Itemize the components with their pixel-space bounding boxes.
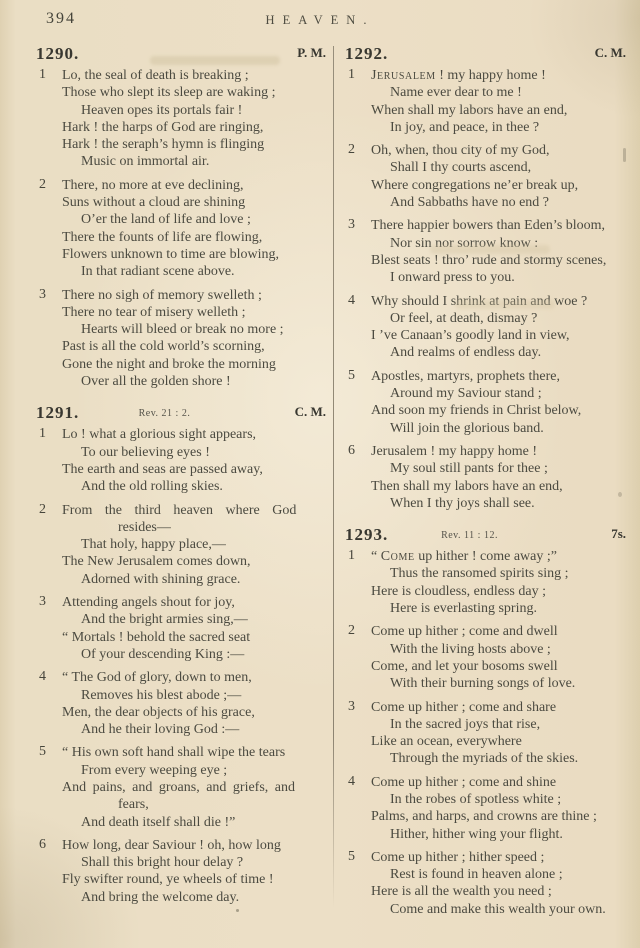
verse-number: 5 (348, 848, 355, 864)
verse-number: 5 (348, 367, 355, 383)
verse-line: To our believing eyes ! (81, 444, 210, 460)
column-right (343, 44, 628, 944)
verse-line: There, no more at eve declining, (62, 177, 244, 193)
bleed-through-ghost (430, 245, 550, 254)
verse-number: 4 (39, 669, 46, 685)
hymn (36, 403, 328, 906)
verse-line: And death itself shall die !” (81, 814, 236, 830)
verse-line: My soul still pants for thee ; (390, 461, 548, 477)
verse-number: 4 (348, 292, 355, 308)
verse-line: Adorned with shining grace. (81, 571, 241, 587)
hymn-heading (36, 403, 328, 424)
verse (36, 287, 328, 391)
verse-line: Through the myriads of the skies. (390, 751, 579, 767)
verse-line: The earth and seas are passed away, (62, 461, 263, 477)
verse-line: Hither, hither wing your flight. (390, 826, 563, 842)
verse (36, 837, 328, 906)
hymn-number: 1290. (36, 44, 80, 63)
scan-speck (623, 148, 626, 162)
small-caps-word: Jerusalem (371, 68, 436, 83)
verse-line: Here is cloudless, endless day ; (371, 583, 546, 599)
verse-line: And realms of endless day. (390, 345, 542, 361)
verse-line: When I thy joys shall see. (390, 495, 535, 511)
verse-line: Here is all the wealth you need ; (371, 884, 552, 900)
verse-line: Come and make this wealth your own. (390, 901, 606, 917)
verse-line: And the old rolling skies. (81, 479, 223, 495)
verse-number: 2 (348, 142, 355, 158)
verse-line: Apostles, martyrs, prophets there, (371, 368, 560, 384)
verse-line: Come up hither ; come and share (371, 699, 557, 715)
verse-number: 2 (39, 501, 46, 517)
verse-number: 2 (39, 176, 46, 192)
verse-line: And pains, and groans, and griefs, and (62, 779, 296, 795)
hymn-meter: P. M. (297, 45, 326, 60)
verse-line: Gone the night and broke the morning (62, 356, 276, 372)
verse-line: Lo, the seal of death is breaking ; (62, 68, 249, 83)
verse-line: Heaven opes its portals fair ! (81, 102, 243, 118)
verse-line: “ The God of glory, down to men, (62, 670, 252, 686)
verse-line: Come up hither ; come and dwell (371, 624, 558, 640)
verse-line: Come, and let your bosoms swell (371, 658, 558, 674)
hymn (36, 44, 328, 390)
verse-line: “ Come up hither ! come away ;” (371, 549, 557, 565)
verse-line: Shall this bright hour delay ? (81, 855, 244, 871)
hymn (345, 525, 628, 918)
verse-number: 3 (39, 594, 46, 610)
verse-line: With their burning songs of love. (390, 676, 576, 692)
verse-line: Or feel, at death, dismay ? (390, 310, 538, 326)
verse-line: O’er the land of life and love ; (81, 212, 251, 228)
verse (345, 142, 628, 211)
verse (345, 368, 628, 437)
verse-line: In joy, and peace, in thee ? (390, 119, 540, 135)
running-head: HEAVEN. (265, 13, 375, 27)
verse-line: There happier bowers than Eden’s bloom, (371, 218, 606, 234)
verse-line: And bring the welcome day. (81, 889, 240, 905)
verse-line: Jerusalem ! my happy home ! (371, 68, 546, 83)
verse-line: From every weeping eye ; (81, 762, 228, 778)
verse-line: “ Mortals ! behold the sacred seat (62, 629, 251, 645)
verse-line: Jerusalem ! my happy home ! (371, 443, 538, 459)
verse-line: There the founts of life are flowing, (62, 229, 263, 245)
verse (36, 177, 328, 281)
verse-line: Lo ! what a glorious sight appears, (62, 427, 257, 443)
verse-number: 4 (348, 773, 355, 789)
verse-line: Flowers unknown to time are blowing, (62, 246, 279, 262)
verse-line: Blest seats ! thro’ rude and stormy scenes, (371, 252, 607, 268)
hymn-meter: C. M. (294, 404, 326, 420)
column-left (36, 44, 328, 944)
verse-number: 6 (39, 836, 46, 852)
verse-line: Attending angels shout for joy, (62, 595, 235, 611)
verse-number: 5 (39, 744, 46, 760)
verse-line: Like an ocean, everywhere (371, 734, 522, 750)
verse-line: Come up hither ; hither speed ; (371, 849, 545, 865)
verse-line: From the third heaven where God (62, 502, 297, 518)
verse (345, 699, 628, 768)
verse-line: Music on immortal air. (81, 154, 210, 170)
hymn-scripture-ref: Rev. 11 : 12. (441, 530, 498, 542)
verse-line: Rest is found in heaven alone ; (390, 867, 563, 883)
verse (36, 669, 328, 738)
hymn-scripture-ref: Rev. 21 : 2. (138, 408, 191, 420)
verse (345, 623, 628, 692)
verse-number: 1 (348, 548, 355, 564)
verse (345, 849, 628, 918)
page-number: 394 (46, 10, 76, 27)
verse-number: 3 (348, 698, 355, 714)
small-caps-word: Come (380, 549, 415, 565)
verse-line: I ’ve Canaan’s goodly land in view, (371, 328, 570, 344)
hymn-number: 1291. (36, 403, 80, 423)
verse-line: And Sabbaths have no end ? (390, 195, 550, 211)
verse-line: Over all the golden shore ! (81, 374, 231, 390)
verse-number: 3 (39, 286, 46, 302)
verse-number: 6 (348, 442, 355, 458)
verse-line: There no sigh of memory swelleth ; (62, 287, 262, 303)
verse-line: Fly swifter round, ye wheels of time ! (62, 872, 274, 888)
verse-line: Men, the dear objects of his grace, (62, 704, 255, 720)
verse-line: I onward press to you. (390, 270, 515, 286)
verse-line: resides— (118, 519, 171, 535)
verse-line: Oh, when, thou city of my God, (371, 143, 550, 159)
verse-line: Thus the ransomed spirits sing ; (390, 566, 569, 582)
hymn-number: 1293. (345, 525, 389, 545)
verse-line: “ His own soft hand shall wipe the tears (62, 745, 286, 761)
verse-line: Past is all the cold world’s scorning, (62, 339, 265, 355)
scan-speck (618, 492, 622, 497)
verse (345, 774, 628, 843)
verse-line: Suns without a cloud are shining (62, 195, 246, 211)
verse-line: Then shall my labors have an end, (371, 478, 563, 494)
verse (36, 426, 328, 495)
verse-line: And he their loving God :— (81, 722, 240, 738)
verse-line: Of your descending King :— (81, 646, 245, 662)
verse (36, 502, 328, 588)
verse (36, 67, 328, 171)
bleed-through-ghost (455, 300, 555, 309)
verse-line: Will join the glorious band. (390, 420, 544, 436)
verse-line: Hark ! the harps of God are ringing, (62, 119, 264, 135)
hymn-number: 1292. (345, 44, 389, 63)
verse-line: Where congregations ne’er break up, (371, 177, 579, 193)
hymn-heading (345, 525, 628, 546)
verse-line: And soon my friends in Christ below, (371, 403, 582, 419)
verse-number: 1 (348, 67, 355, 82)
verse (36, 594, 328, 663)
verse-line: fears, (118, 797, 149, 813)
verse-line: Come up hither ; come and shine (371, 774, 557, 790)
scan-speck (236, 909, 239, 912)
verse (345, 443, 628, 512)
hymn (345, 44, 628, 512)
verse (36, 744, 328, 830)
verse (345, 548, 628, 617)
verse (345, 67, 628, 136)
verse-line: Removes his blest abode ;— (81, 687, 242, 703)
verse-line: Palms, and harps, and crowns are thine ; (371, 809, 597, 825)
verse-line: Shall I thy courts ascend, (390, 160, 532, 176)
verse-line: How long, dear Saviour ! oh, how long (62, 837, 281, 853)
verse-line: Here is everlasting spring. (390, 601, 537, 617)
page-header (0, 10, 640, 34)
verse-line: In that radiant scene above. (81, 264, 235, 280)
verse-line: Name ever dear to me ! (390, 85, 522, 101)
verse-line: Hark ! the seraph’s hymn is flinging (62, 137, 265, 153)
verse-line: Why should I shrink at pain and woe ? (371, 293, 588, 309)
verse-number: 2 (348, 623, 355, 639)
verse-number: 1 (39, 67, 46, 82)
verse-line: When shall my labors have an end, (371, 102, 568, 118)
hymn-meter: 7s. (611, 526, 626, 542)
bleed-through-ghost (150, 56, 280, 65)
verse-line: In the robes of spotless white ; (390, 791, 562, 807)
verse-line: That holy, happy place,— (81, 537, 226, 553)
verse-number: 1 (39, 426, 46, 442)
verse-line: The New Jerusalem comes down, (62, 554, 251, 570)
verse-line: Hearts will bleed or break no more ; (81, 322, 284, 338)
verse-line: There no tear of misery welleth ; (62, 304, 246, 320)
hymn-meter: C. M. (594, 45, 626, 60)
verse-line: In the sacred joys that rise, (390, 716, 541, 732)
text-columns (36, 44, 628, 944)
verse-line: With the living hosts above ; (390, 641, 551, 657)
verse-line: Nor sin nor sorrow know : (390, 235, 539, 251)
verse-line: Those who slept its sleep are waking ; (62, 85, 276, 101)
column-divider-rule (333, 46, 334, 908)
verse-line: Around my Saviour stand ; (390, 386, 542, 402)
hymn-heading (345, 44, 628, 65)
verse-number: 3 (348, 217, 355, 233)
verse-line: And the bright armies sing,— (81, 612, 248, 628)
